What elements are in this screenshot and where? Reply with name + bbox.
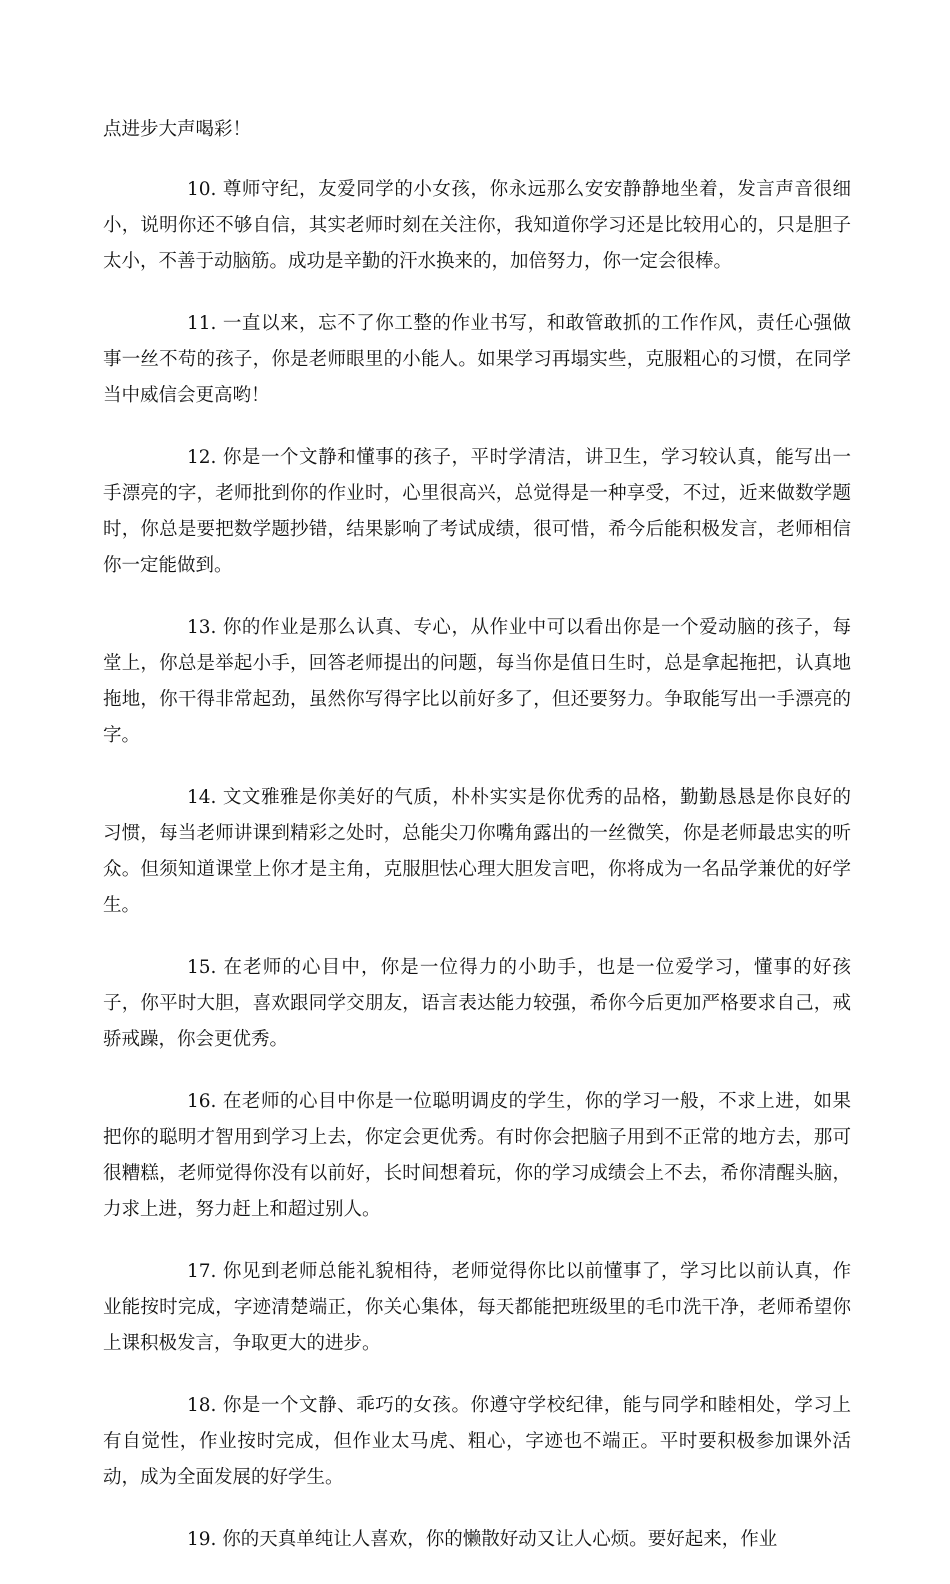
document-body [103,112,851,1584]
paragraph-15: 15. 在老师的心目中，你是一位得力的小助手，也是一位爱学习，懂事的好孩子，你平时大胆，喜欢跟同学交朋友，语言表达能力较强，希你今后更加严格要求自己，戒骄戒躁，你会更优秀。 [103,957,851,1050]
paragraph-17: 17. 你见到老师总能礼貌相待，老师觉得你比以前懂事了，学习比以前认真，作业能按时完成，字迹清楚端正，你关心集体，每天都能把班级里的毛巾洗干净，老师希望你上课积极发言，争取更大的进步。 [103,1261,851,1354]
paragraph-continuation: 点进步大声喝彩！ [103,119,252,140]
paragraph-14: 14. 文文雅雅是你美好的气质，朴朴实实是你优秀的品格，勤勤恳恳是你良好的习惯，每当老师讲课到精彩之处时，总能尖刀你嘴角露出的一丝微笑，你是老师最忠实的听众。但须知道课堂上你才是主角，克服胆怯心理大胆发言吧，你将成为一名品学兼优的好学生。 [103,787,851,916]
paragraph-12: 12. 你是一个文静和懂事的孩子，平时学清洁，讲卫生，学习较认真，能写出一手漂亮的字，老师批到你的作业时，心里很高兴，总觉得是一种享受，不过，近来做数学题时，你总是要把数学题抄错，结果影响了考试成绩，很可惜，希今后能积极发言，老师相信你一定能做到。 [103,447,851,576]
paragraph-11: 11. 一直以来，忘不了你工整的作业书写，和敢管敢抓的工作作风，责任心强做事一丝不苟的孩子，你是老师眼里的小能人。如果学习再塌实些，克服粗心的习惯，在同学当中威信会更高哟！ [103,313,851,406]
paragraph-18: 18. 你是一个文静、乖巧的女孩。你遵守学校纪律，能与同学和睦相处，学习上有自觉性，作业按时完成，但作业太马虎、粗心，字迹也不端正。平时要积极参加课外活动，成为全面发展的好学生。 [103,1395,851,1488]
paragraph-19: 19. 你的天真单纯让人喜欢，你的懒散好动又让人心烦。要好起来，作业 [187,1529,778,1550]
paragraph-13: 13. 你的作业是那么认真、专心，从作业中可以看出你是一个爱动脑的孩子，每堂上，你总是举起小手，回答老师提出的问题，每当你是值日生时，总是拿起拖把，认真地拖地，你干得非常起劲，虽然你写得字比以前好多了，但还要努力。争取能写出一手漂亮的字。 [103,617,851,746]
paragraph-16: 16. 在老师的心目中你是一位聪明调皮的学生，你的学习一般，不求上进，如果把你的聪明才智用到学习上去，你定会更优秀。有时你会把脑子用到不正常的地方去，那可很糟糕，老师觉得你没有以前好，长时间想着玩，你的学习成绩会上不去，希你清醒头脑，力求上进，努力赶上和超过别人。 [103,1091,851,1220]
paragraph-10: 10. 尊师守纪，友爱同学的小女孩，你永远那么安安静静地坐着，发言声音很细小，说明你还不够自信，其实老师时刻在关注你，我知道你学习还是比较用心的，只是胆子太小，不善于动脑筋。成功是辛勤的汗水换来的，加倍努力，你一定会很棒。 [103,179,851,272]
